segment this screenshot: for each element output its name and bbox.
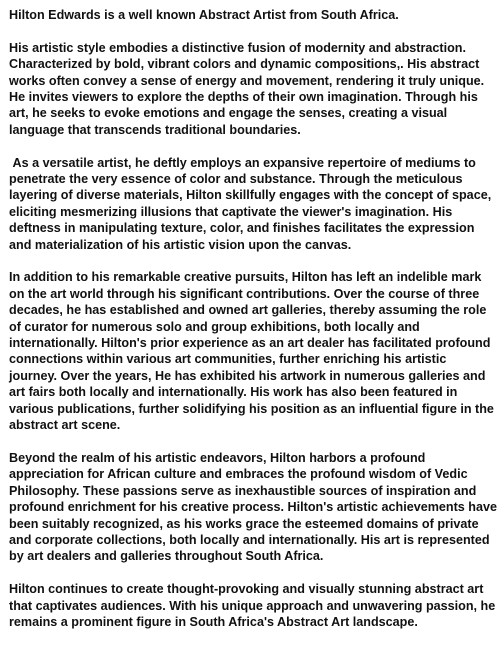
mediums-paragraph: As a versatile artist, he deftly employs an expansive repertoire of mediums to penetrate the very essence of color and substance. Through the meticulous layering of diverse materials, Hilton skillfully engages with the concept of space, eliciting mesmerizing illusions that captivate the viewer's imagination. His deftness in manipulating texture, color, and finishes facilitates the expression and materialization of his artistic vision upon the canvas. — [9, 155, 495, 252]
intro-paragraph: Hilton Edwards is a well known Abstract Artist from South Africa. — [9, 8, 399, 22]
style-paragraph: His artistic style embodies a distinctive fusion of modernity and abstraction. Characterized by bold, vibrant colors and dynamic compositions,. His abstract works often convey a sense of energy and movement, rendering it truly unique. He invites viewers to explore the depths of their own imagination. Through his art, he seeks to evoke emotions and engage the senses, creating a visual language that transcends traditional boundaries. — [9, 40, 485, 137]
document-body — [9, 7, 497, 647]
contributions-paragraph: In addition to his remarkable creative pursuits, Hilton has left an indelible mark on the art world through his significant contributions. Over the course of three decades, he has established and owned art galleries, thereby assuming the role of curator for numerous solo and group exhibitions, both locally and internationally. Hilton's prior experience as an art dealer has facilitated profound connections within various art communities, further enriching his artistic journey. Over the years, He has exhibited his artwork in numerous galleries and art fairs both locally and internationally. His work has also been featured in various publications, further solidifying his position as an influential figure in the abstract art scene. — [9, 270, 494, 433]
closing-paragraph: Hilton continues to create thought-provoking and visually stunning abstract art that captivates audiences. With his unique approach and unwavering passion, he remains a prominent figure in South Africa's Abstract Art landscape. — [9, 582, 496, 629]
philosophy-paragraph: Beyond the realm of his artistic endeavors, Hilton harbors a profound appreciation for African culture and embraces the profound wisdom of Vedic Philosophy. These passions serve as inexhaustible sources of inspiration and profound enrichment for his creative process. Hilton's artistic achievements have been suitably recognized, as his works grace the esteemed domains of private and corporate collections, both locally and internationally. His art is represented by art dealers and galleries throughout South Africa. — [9, 450, 498, 564]
